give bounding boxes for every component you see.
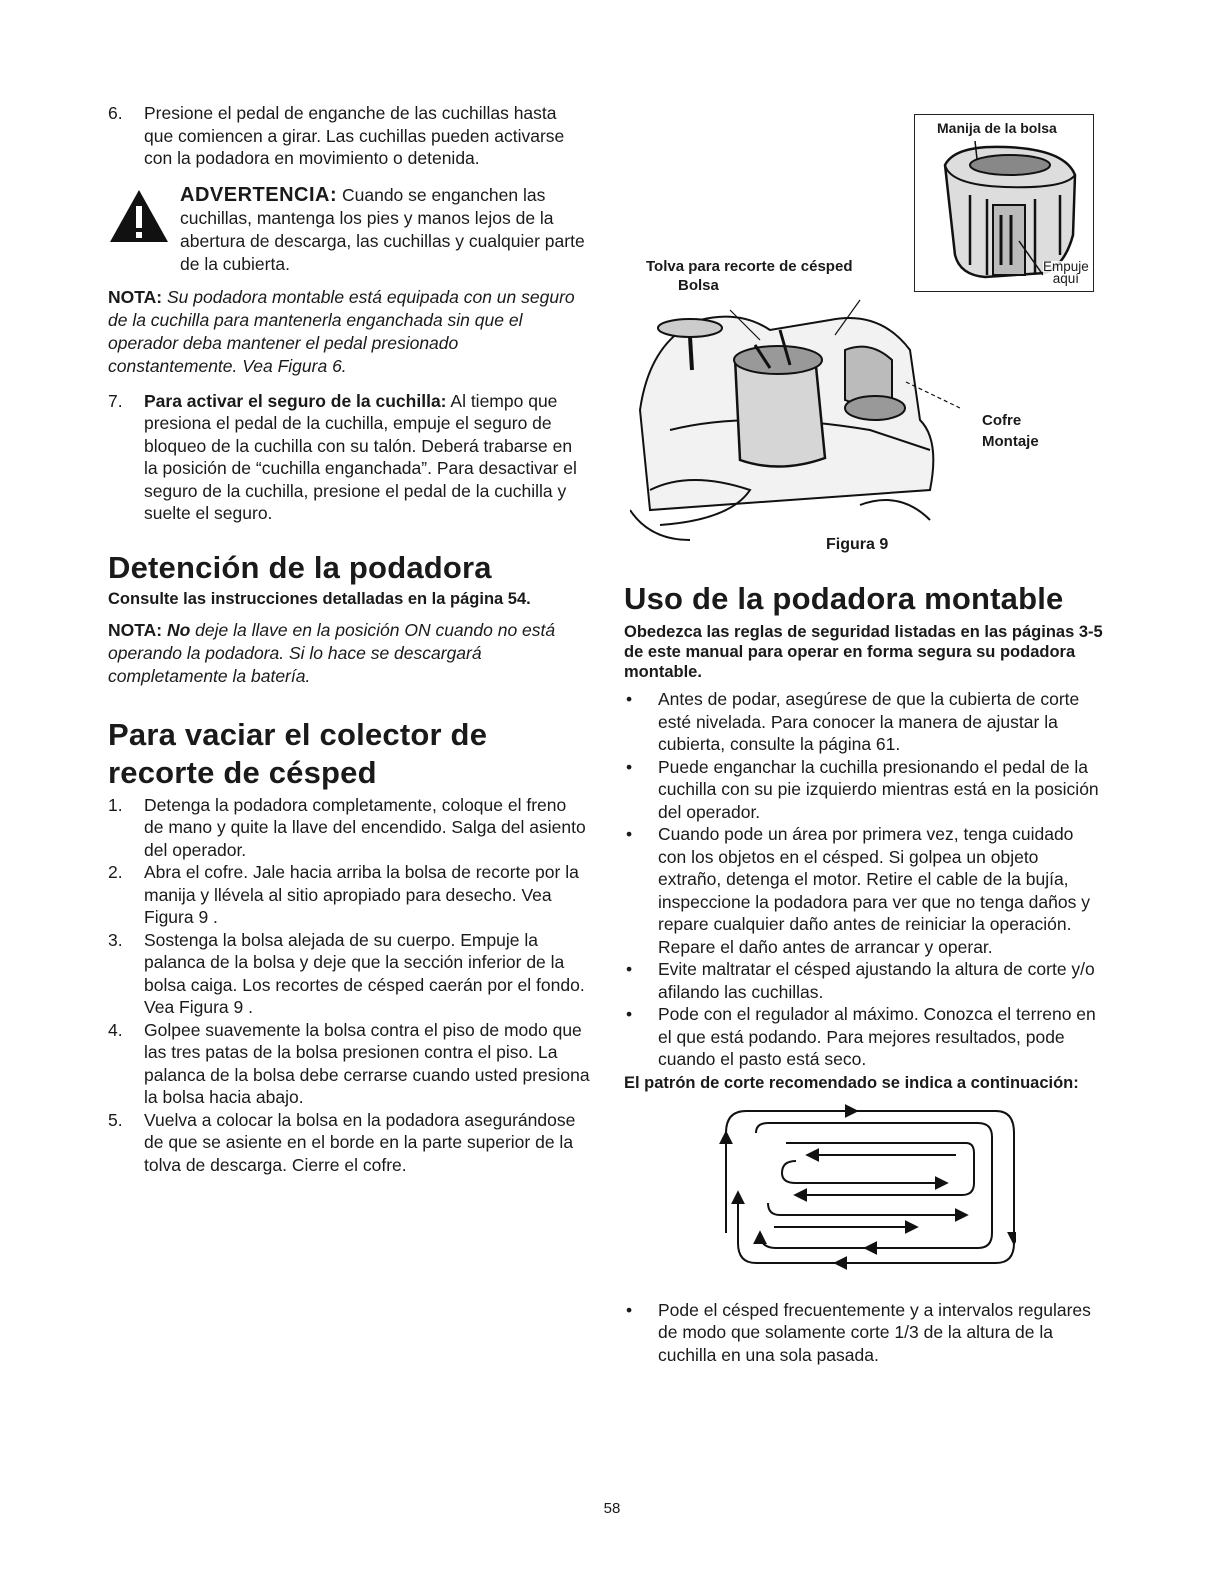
bullet-text: Puede enganchar la cuchilla presionando el pedal de la cuchilla con su pie izquierdo mientras está en la posición del operador. (658, 756, 1099, 822)
cofre-label: Cofre (982, 412, 1022, 429)
vaciar-step (108, 1019, 590, 1109)
bullet-text: Antes de podar, asegúrese de que la cubierta de corte esté nivelada. Para conocer la manera de ajustar la cubierta, consulte la página 61. (658, 689, 1080, 754)
step-6-number: 6. (108, 103, 123, 123)
step-7 (108, 390, 590, 525)
step-7-text: Al tiempo que presiona el pedal de la cuchilla, empuje el seguro de bloqueo de la cuchilla con su talón. Deberá trabarse en la posición de “cuchilla enganchada”. Para desactivar el seguro de la cuchilla, presione el pedal de la cuchilla y suelte el seguro. (144, 390, 577, 523)
bullet-item (624, 823, 1104, 958)
uso-intro: Obedezca las reglas de seguridad listadas en las páginas 3-5 de este manual para operar en forma segura su podadora montable. (624, 623, 1103, 681)
bolsa-label: Bolsa (678, 277, 719, 294)
push-line2: aquí (1052, 271, 1080, 286)
nota-text: deje la llave en la posición ON cuando no está operando la podadora. Si lo hace se descargará completamente la batería. (108, 619, 556, 686)
bullet-char: • (626, 756, 633, 777)
step-number: 3. (108, 929, 123, 950)
bullet-item (624, 756, 1104, 824)
nota-seguro (108, 286, 590, 378)
warning-triangle-icon (108, 188, 170, 244)
bullet-item (624, 688, 1104, 756)
bullet-text: Cuando pode un área por primera vez, tenga cuidado con los objetos en el césped. Si golpea un objeto extraño, detenga el motor. Retire el cable de la bujía, inspeccione la podadora para ver que no tenga daños y repare cualquier daño antes de reiniciar la operación. Repare el daño antes de arrancar y operar. (658, 824, 1090, 957)
vaciar-step (108, 794, 590, 862)
nota-no: No (162, 619, 191, 640)
uso-bullets (624, 688, 1104, 1071)
vaciar-heading-line2: recorte de césped (108, 754, 377, 790)
vaciar-step (108, 1109, 590, 1177)
uso-heading: Uso de la podadora montable (624, 581, 1064, 616)
vaciar-steps (108, 794, 590, 1177)
bullet-text: Evite maltratar el césped ajustando la altura de corte y/o afilando las cuchillas. (658, 959, 1095, 1002)
bullet-item (624, 1003, 1104, 1071)
nota-label: NOTA: (108, 619, 163, 640)
nota-text: Su podadora montable está equipada con un seguro de la cuchilla para mantenerla enganchada sin que el operador deba mantener el pedal presionado constantemente. Vea Figura 6. (108, 286, 575, 376)
step-text: Golpee suavemente la bolsa contra el piso de modo que las tres patas de la bolsa presionen contra el piso. La palanca de la bolsa debe cerrarse cuando usted presiona la bolsa hacia abajo. (144, 1019, 590, 1107)
bullet-char: • (626, 689, 633, 709)
warning-title: ADVERTENCIA: (180, 183, 338, 206)
warning-text: Cuando se enganchen las cuchillas, mantenga los pies y manos lejos de la abertura de descarga, las cuchillas y cualquier parte de la cubierta. (180, 184, 585, 274)
bullet-text: Pode con el regulador al máximo. Conozca el terreno en el que está podando. Para mejores resultados, pode cuando el pasto está seco. (658, 1004, 1096, 1069)
detencion-heading: Detención de la podadora (108, 549, 492, 585)
vaciar-heading-line1: Para vaciar el colector de (108, 716, 488, 752)
push-line1: Empuje (1043, 259, 1089, 274)
bullet-char: • (626, 1004, 633, 1024)
bullet-char: • (626, 824, 633, 844)
tolva-label: Tolva para recorte de césped (646, 258, 853, 275)
bullet-char: • (626, 959, 633, 979)
left-column (108, 102, 590, 1176)
bullet-item (624, 1299, 1104, 1367)
step-6 (108, 102, 590, 170)
detencion-subtitle: Consulte las instrucciones detalladas en la página 54. (108, 589, 531, 608)
step-number: 5. (108, 1109, 123, 1130)
uso-bullets-final (624, 1299, 1104, 1367)
figure-9 (620, 110, 1100, 560)
pattern-heading: El patrón de corte recomendado se indica a continuación: (624, 1073, 1079, 1092)
step-7-list (108, 390, 590, 525)
page-number: 58 (603, 1500, 621, 1517)
step-number: 4. (108, 1019, 123, 1040)
mower-illustration (630, 290, 960, 550)
push-label (1043, 261, 1089, 285)
step-text: Vuelva a colocar la bolsa en la podadora asegurándose de que se asiente en el borde en la parte superior de la tolva de descarga. Cierre el cofre. (144, 1109, 576, 1175)
step-text: Sostenga la bolsa alejada de su cuerpo. Empuje la palanca de la bolsa y deje que la sección inferior de la bolsa caiga. Los recortes de césped caerán por el fondo. Vea Figura 9 . (144, 929, 585, 1017)
vaciar-step (108, 929, 590, 1019)
vaciar-heading (108, 716, 590, 792)
step-text: Detenga la podadora completamente, coloque el freno de mano y quite la llave del encendido. Salga del asiento del operador. (144, 794, 586, 860)
step-6-text: Presione el pedal de enganche de las cuchillas hasta que comiencen a girar. Las cuchillas pueden activarse con la podadora en movimiento o detenida. (144, 103, 565, 168)
bag-handle-label: Manija de la bolsa (937, 120, 1057, 136)
bullet-char: • (626, 1299, 633, 1320)
step-number: 1. (108, 794, 123, 815)
step-7-number: 7. (108, 390, 123, 411)
warning-block (108, 184, 590, 276)
bullet-item (624, 958, 1104, 1003)
figure-9-caption: Figura 9 (826, 536, 889, 553)
nota-llave (108, 619, 590, 688)
bullet-text: Pode el césped frecuentemente y a intervalos regulares de modo que solamente corte 1/3 de la altura de la cuchilla en una sola pasada. (658, 1299, 1091, 1365)
vaciar-step (108, 861, 590, 929)
nota-label: NOTA: (108, 286, 163, 307)
montaje-label: Montaje (982, 433, 1039, 450)
figure-9-inset (914, 114, 1094, 292)
step-text: Abra el cofre. Jale hacia arriba la bolsa de recorte por la manija y llévela al sitio apropiado para desecho. Vea Figura 9 . (144, 862, 579, 927)
step-number: 2. (108, 862, 123, 882)
right-column (624, 580, 1104, 1366)
step-7-bold: Para activar el seguro de la cuchilla: (144, 390, 447, 411)
step-6-list (108, 102, 590, 170)
mowing-pattern-diagram (716, 1103, 1016, 1273)
